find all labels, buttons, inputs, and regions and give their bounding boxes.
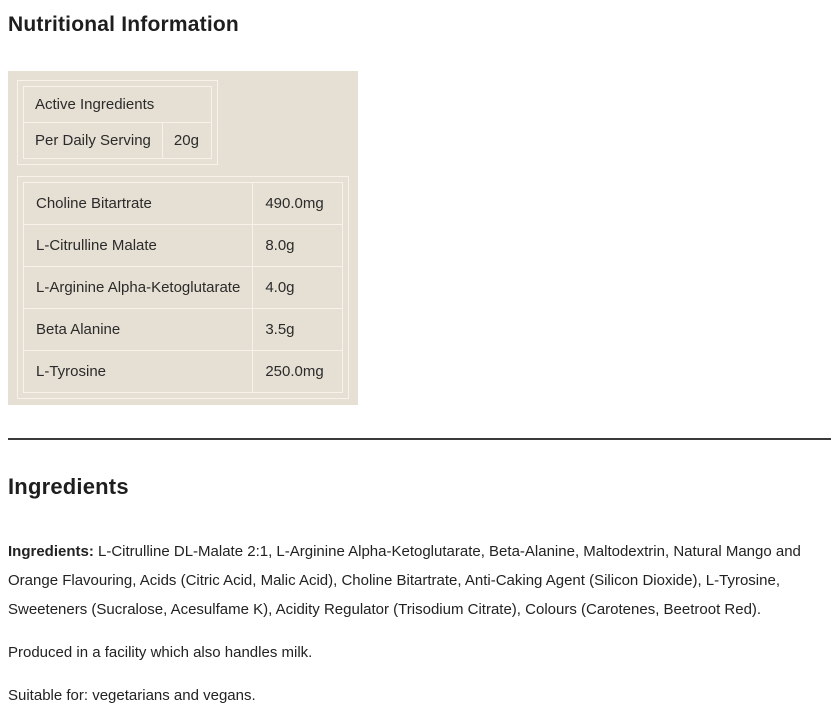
allergen-note: Produced in a facility which also handles milk. — [8, 644, 313, 661]
ingredient-amount: 490.0mg — [253, 183, 343, 225]
ingredient-name: Beta Alanine — [24, 309, 253, 351]
ingredient-name: L-Arginine Alpha-Ketoglutarate — [24, 267, 253, 309]
table-row — [24, 123, 212, 159]
table-row — [24, 183, 343, 225]
serving-header-table — [17, 80, 218, 165]
table-row — [24, 267, 343, 309]
ingredient-amount: 4.0g — [253, 267, 343, 309]
ingredients-list-text: L-Citrulline DL-Malate 2:1, L-Arginine Alpha-Ketoglutarate, Beta-Alanine, Maltodextrin, Natural Mango and Orange Flavouring, Acids (Citric Acid, Malic Acid), Choline Bitartrate, Anti-Caking Agent (Silicon Dioxide), L-Tyrosine, Sweeteners (Sucralose, Acesulfame K), Acidity Regulator (Trisodium Citrate), Colours (Carotenes, Beetroot Red). — [8, 543, 801, 618]
ingredients-label: Ingredients: — [8, 543, 94, 560]
table-row — [24, 351, 343, 393]
ingredient-amount: 3.5g — [253, 309, 343, 351]
ingredients-heading: Ingredients — [8, 474, 129, 499]
ingredient-name: L-Tyrosine — [24, 351, 253, 393]
active-ingredients-table — [17, 176, 349, 399]
ingredient-amount: 8.0g — [253, 225, 343, 267]
per-daily-serving-label: Per Daily Serving — [24, 123, 163, 159]
ingredient-name: L-Citrulline Malate — [24, 225, 253, 267]
nutritional-information-heading: Nutritional Information — [8, 13, 239, 36]
nutrition-panel — [8, 71, 358, 405]
ingredients-paragraph — [8, 537, 803, 624]
ingredient-amount: 250.0mg — [253, 351, 343, 393]
table-row — [24, 309, 343, 351]
table-row — [24, 225, 343, 267]
active-ingredients-label: Active Ingredients — [24, 87, 212, 123]
serving-size-value: 20g — [162, 123, 211, 159]
suitability-note: Suitable for: vegetarians and vegans. — [8, 687, 256, 704]
table-row — [24, 87, 212, 123]
ingredient-name: Choline Bitartrate — [24, 183, 253, 225]
section-divider — [8, 438, 831, 440]
